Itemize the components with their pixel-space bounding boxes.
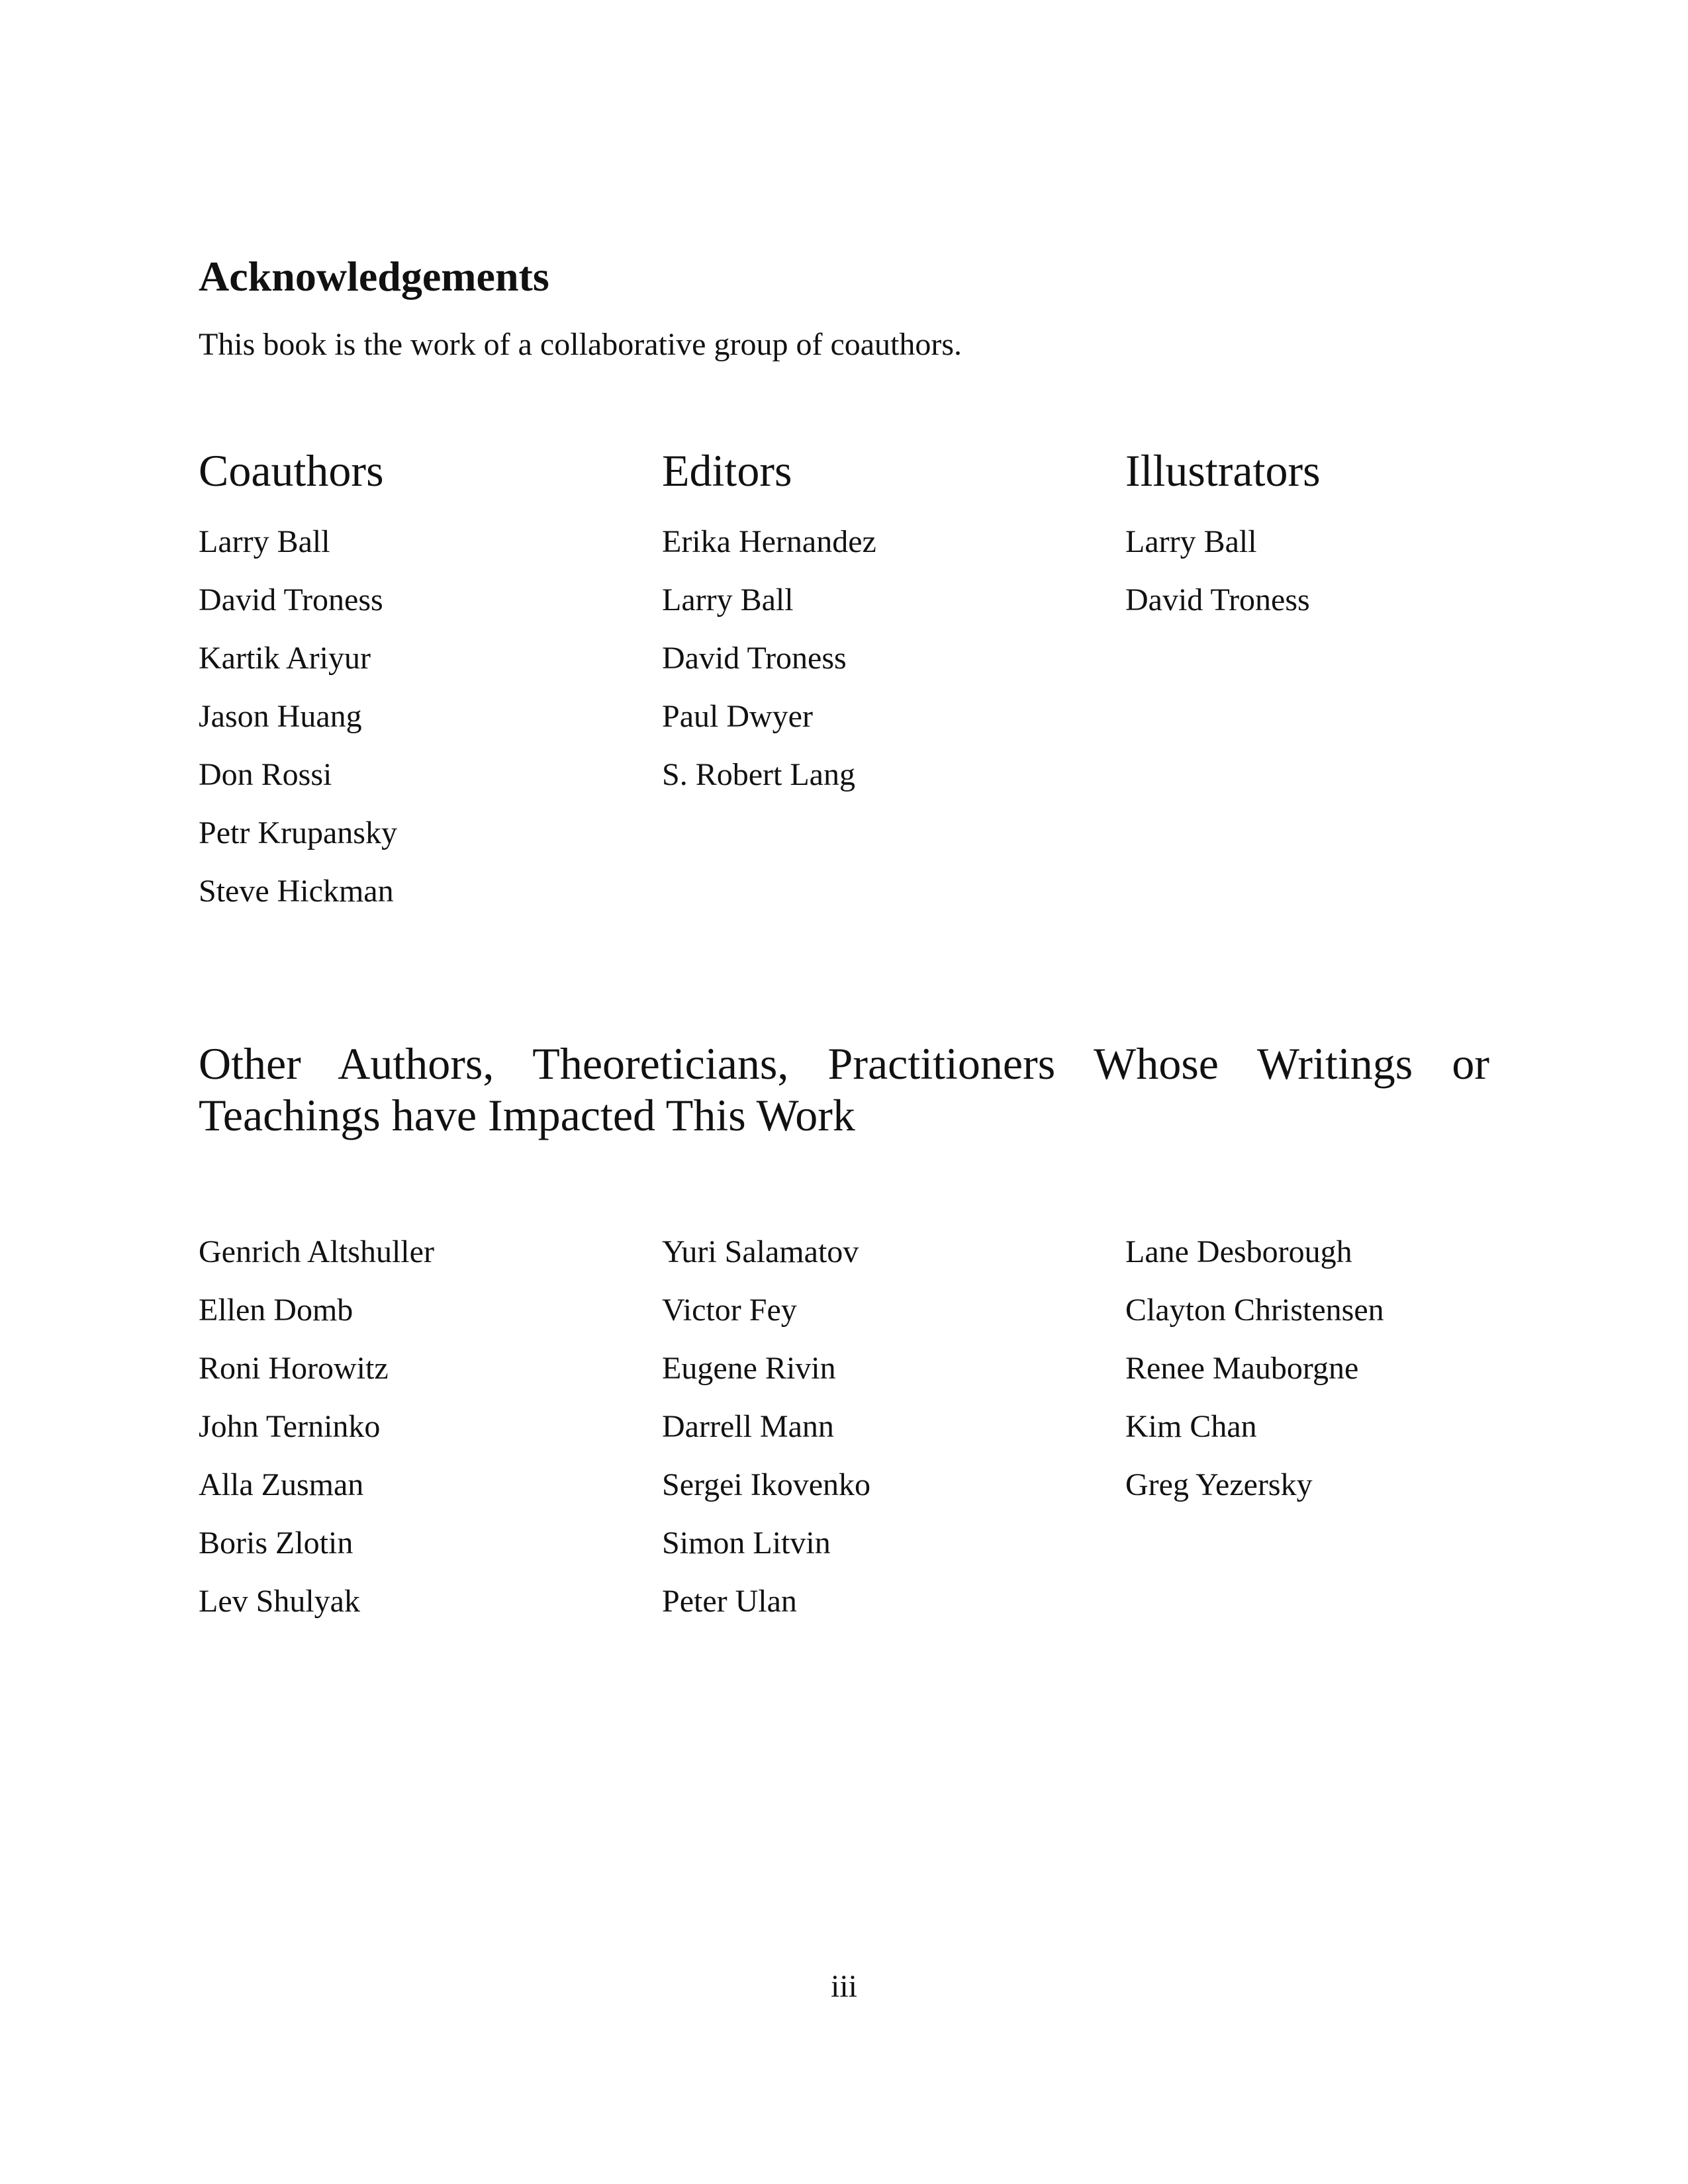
influence-name: Lane Desborough bbox=[1125, 1234, 1352, 1269]
illustrator-name: David Troness bbox=[1125, 582, 1310, 617]
influence-name: Sergei Ikovenko bbox=[662, 1467, 871, 1502]
illustrator-name: Larry Ball bbox=[1125, 524, 1257, 559]
influence-name: Boris Zlotin bbox=[199, 1525, 353, 1561]
coauthor-name: Jason Huang bbox=[199, 699, 362, 734]
intro-text: This book is the work of a collaborative group of coauthors. bbox=[199, 327, 962, 362]
influence-name: Ellen Domb bbox=[199, 1293, 353, 1328]
coauthors-heading: Coauthors bbox=[199, 445, 384, 496]
influence-name: Eugene Rivin bbox=[662, 1351, 836, 1386]
coauthor-name: David Troness bbox=[199, 582, 383, 617]
coauthor-name: Larry Ball bbox=[199, 524, 330, 559]
influences-column-2 bbox=[662, 1223, 1086, 1631]
coauthor-name: Kartik Ariyur bbox=[199, 641, 371, 676]
editor-name: Larry Ball bbox=[662, 582, 794, 617]
editors-heading: Editors bbox=[662, 445, 792, 496]
influence-name: Yuri Salamatov bbox=[662, 1234, 859, 1269]
influence-name: John Terninko bbox=[199, 1409, 381, 1444]
influence-name: Victor Fey bbox=[662, 1293, 797, 1328]
editor-name: David Troness bbox=[662, 641, 847, 676]
page-title: Acknowledgements bbox=[199, 253, 549, 300]
illustrators-list bbox=[1125, 513, 1549, 629]
illustrators-heading: Illustrators bbox=[1125, 445, 1321, 496]
influences-heading: Other Authors, Theoreticians, Practitioners Whose Writings or Teachings have Impacted This Work bbox=[199, 1038, 1489, 1140]
influence-name: Clayton Christensen bbox=[1125, 1293, 1384, 1328]
editors-list bbox=[662, 513, 1086, 804]
page-number: iii bbox=[830, 1969, 857, 2004]
coauthor-name: Petr Krupansky bbox=[199, 815, 397, 850]
influence-name: Darrell Mann bbox=[662, 1409, 834, 1444]
influence-name: Greg Yezersky bbox=[1125, 1467, 1313, 1502]
influence-name: Lev Shulyak bbox=[199, 1584, 360, 1619]
editors-column bbox=[662, 447, 1086, 804]
influence-name: Peter Ulan bbox=[662, 1584, 797, 1619]
editor-name: Paul Dwyer bbox=[662, 699, 813, 734]
illustrators-column bbox=[1125, 447, 1549, 629]
influence-name: Roni Horowitz bbox=[199, 1351, 389, 1386]
influences-list-2 bbox=[662, 1223, 1086, 1631]
editor-name: S. Robert Lang bbox=[662, 757, 855, 792]
influences-column-3 bbox=[1125, 1223, 1549, 1514]
coauthor-name: Don Rossi bbox=[199, 757, 332, 792]
coauthors-list bbox=[199, 513, 622, 921]
influences-column-1 bbox=[199, 1223, 622, 1631]
influence-name: Simon Litvin bbox=[662, 1525, 831, 1561]
influence-name: Renee Mauborgne bbox=[1125, 1351, 1359, 1386]
influence-name: Alla Zusman bbox=[199, 1467, 364, 1502]
influences-list-3 bbox=[1125, 1223, 1549, 1514]
editor-name: Erika Hernandez bbox=[662, 524, 876, 559]
coauthors-column bbox=[199, 447, 622, 921]
influence-name: Genrich Altshuller bbox=[199, 1234, 434, 1269]
influences-list-1 bbox=[199, 1223, 622, 1631]
influence-name: Kim Chan bbox=[1125, 1409, 1257, 1444]
coauthor-name: Steve Hickman bbox=[199, 874, 394, 909]
